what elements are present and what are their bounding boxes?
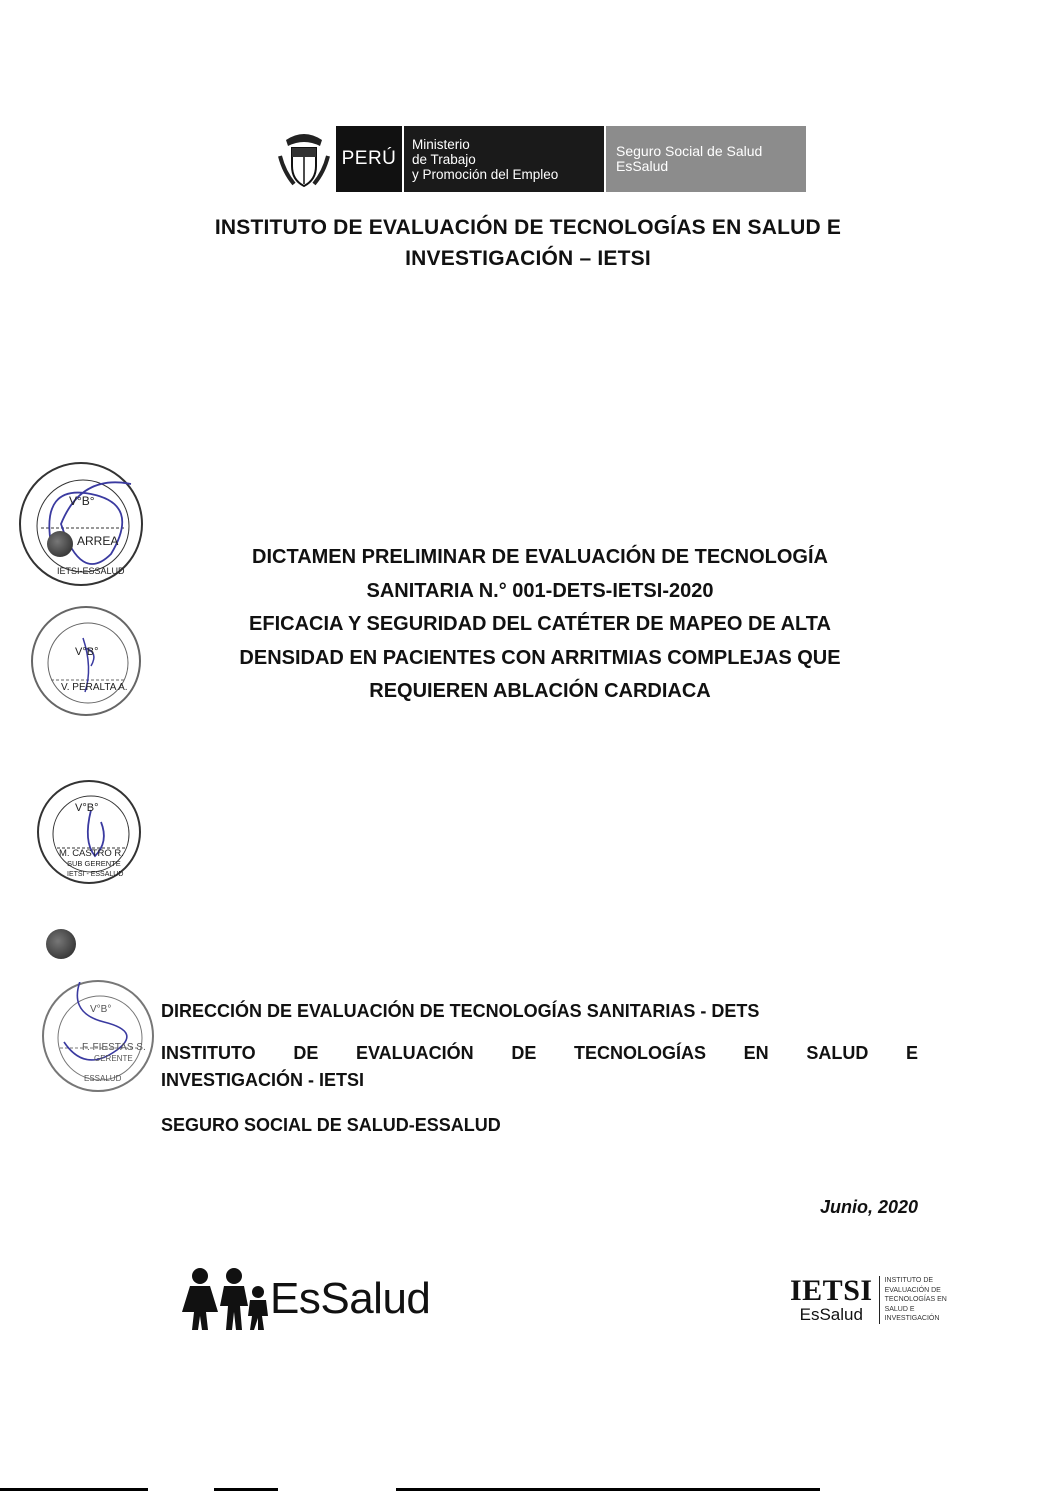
stamp-ring-text: IETSI-ESSALUD [57,566,125,576]
dictamen-line: DICTAMEN PRELIMINAR DE EVALUACIÓN DE TECNOLOGÍA [252,546,828,568]
dictamen-line: SANITARIA N.° 001-DETS-IETSI-2020 [366,579,714,602]
scan-edge-mark [396,1488,820,1491]
institute-title-line: INVESTIGACIÓN – IETSI [405,247,651,270]
document-date: Junio, 2020 [819,1197,918,1217]
stamp-ring-text: IETSI - ESSALUD [67,871,124,878]
ietsi-org-line-2: INVESTIGACIÓN - IETSI [161,1070,365,1090]
approval-stamp [31,606,141,716]
ietsi-org-line-1: INSTITUTO DE EVALUACIÓN DE TECNOLOGÍAS EN SALUD E [161,1043,918,1063]
approval-stamp [19,462,143,586]
stamp-role: GERENTE [94,1054,133,1063]
ministry-label [404,126,604,192]
punch-hole-mark [47,531,73,557]
stamp-name: V. PERALTA A. [61,682,128,693]
stamp-role: SUB GERENTE [67,859,121,868]
punch-hole-mark [46,929,76,959]
institute-title-line: INSTITUTO DE EVALUACIÓN DE TECNOLOGÍAS EN SALUD E [214,216,842,239]
ietsi-desc-line: INVESTIGACIÓN [884,1315,940,1322]
ietsi-org-line [161,1043,918,1091]
scan-edge-mark [214,1488,278,1491]
coat-of-arms-icon [276,126,332,192]
family-icon [178,1266,270,1332]
agency-label [606,126,806,192]
stamp-vb: V°B° [75,802,99,814]
approval-stamp [37,780,141,884]
ministry-line: de Trabajo [412,151,476,167]
ietsi-logo [790,1276,953,1324]
ietsi-description [879,1276,953,1324]
institute-title [100,212,956,274]
dictamen-title [170,541,910,709]
essalud-logo [178,1266,430,1332]
ministry-line: y Promoción del Empleo [412,166,559,182]
stamp-ring-text: ESSALUD [84,1074,122,1083]
ietsi-desc-line: EVALUACIÓN DE [884,1286,941,1294]
stamp-vb: V°B° [75,646,99,658]
peru-label: PERÚ [336,126,402,192]
ietsi-sub-wordmark: EsSalud [799,1305,863,1324]
ietsi-desc-line: INSTITUTO DE [884,1277,934,1284]
stamp-name: ARREA [77,534,119,548]
dictamen-line: REQUIEREN ABLACIÓN CARDIACA [369,680,711,702]
stamp-vb: V°B° [90,1004,112,1015]
stamp-name: M. CASTRO R. [59,848,124,859]
essalud-org-line: SEGURO SOCIAL DE SALUD-ESSALUD [161,1115,501,1135]
dictamen-line: EFICACIA Y SEGURIDAD DEL CATÉTER DE MAPEO DE ALTA [249,613,831,635]
dictamen-line: DENSIDAD EN PACIENTES CON ARRITMIAS COMPLEJAS QUE [239,646,841,669]
government-header [276,126,806,192]
dets-line: DIRECCIÓN DE EVALUACIÓN DE TECNOLOGÍAS SANITARIAS - DETS [161,1001,760,1021]
ietsi-desc-line: TECNOLOGÍAS EN [884,1296,947,1303]
essalud-wordmark: EsSalud [270,1274,431,1323]
scan-edge-mark [0,1488,148,1491]
ministry-line: Ministerio [412,136,470,152]
ietsi-desc-line: SALUD E [884,1305,915,1313]
agency-line: Seguro Social de Salud [616,143,763,159]
stamp-vb: V°B° [69,494,95,508]
approval-stamp [42,980,154,1092]
stamp-name: F. FIESTAS S. [82,1042,146,1053]
ietsi-wordmark: IETSI [790,1274,873,1307]
agency-line: EsSalud [616,158,669,174]
